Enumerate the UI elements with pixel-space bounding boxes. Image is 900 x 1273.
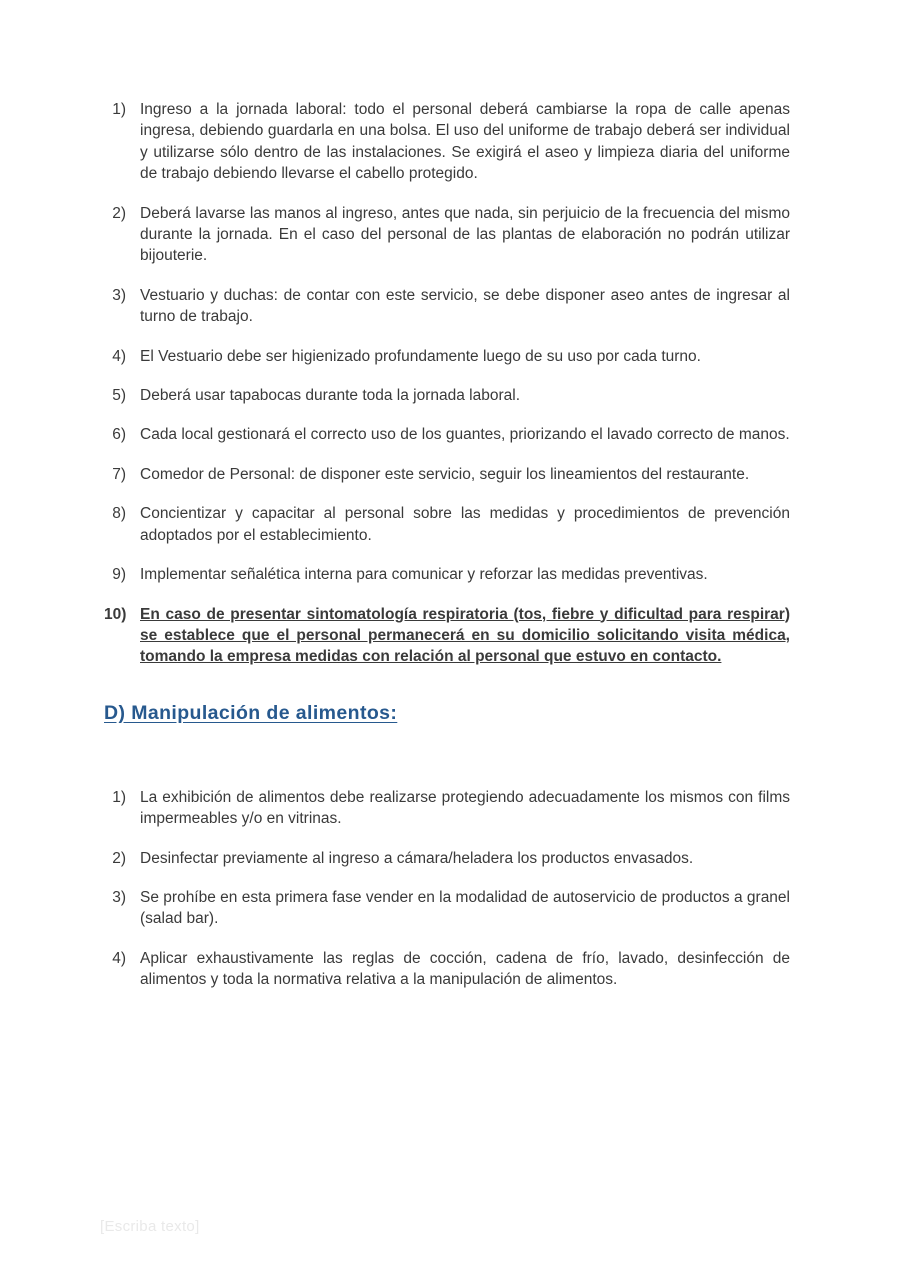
list-item [104,887,790,930]
list-item-number: 4) [112,949,126,967]
list-item-number: 1) [112,101,126,118]
list-item [104,203,790,267]
list-item-number: 5) [112,387,126,405]
list-item-respiratory-symptoms [104,604,790,668]
list-item-text: Cada local gestionará el correcto uso de los guantes, priorizando el lavado correcto de manos. [140,426,790,444]
list-item-number: 10) [104,605,127,623]
list-item-number: 6) [112,426,126,444]
list-item-text: Implementar señalética interna para comunicar y reforzar las medidas preventivas. [140,566,708,584]
list-item [104,564,790,585]
list-item-text: Aplicar exhaustivamente las reglas de cocción, cadena de frío, lavado, desinfección de alimentos y toda la normativa relativa a la manipulación de alimentos. [140,949,790,989]
list-item-text: Desinfectar previamente al ingreso a cámara/heladera los productos envasados. [140,849,694,867]
list-item-text: Ingreso a la jornada laboral: todo el personal deberá cambiarse la ropa de calle apenas ingresa, debiendo guardarla en una bolsa. El uso del uniforme de trabajo deberá ser individual y utilizarse sólo dentro de las instalaciones. Se exigirá el aseo y limpieza diaria del uniforme de trabajo debiendo llevarse el cabello protegido. [140,101,790,183]
list-item [104,346,790,367]
food-handling-numbered-list [104,787,790,991]
list-item [104,503,790,546]
list-item-number: 4) [112,347,126,365]
list-item-text: Deberá lavarse las manos al ingreso, antes que nada, sin perjuicio de la frecuencia del mismo durante la jornada. En el caso del personal de las plantas de elaboración no podrán utilizar bijouterie. [140,204,790,265]
list-item-text: El Vestuario debe ser higienizado profundamente luego de su uso por cada turno. [140,347,701,365]
list-item [104,787,790,830]
list-item [104,848,790,869]
list-item-number: 7) [112,465,126,483]
list-item-number: 1) [112,788,126,806]
list-item-number: 2) [112,204,126,222]
list-item [104,285,790,328]
list-item [104,424,790,445]
hygiene-numbered-list [104,99,790,668]
list-item-text: Deberá usar tapabocas durante toda la jornada laboral. [140,387,521,405]
list-item [104,385,790,406]
list-item-number: 3) [112,286,126,304]
list-item-text: La exhibición de alimentos debe realizarse protegiendo adecuadamente los mismos con films impermeables y/o en vitrinas. [140,788,790,828]
section-heading-manipulacion-alimentos: D) Manipulación de alimentos: [104,701,398,724]
list-item-text: Comedor de Personal: de disponer este servicio, seguir los lineamientos del restaurante. [140,465,750,483]
list-item-number: 3) [112,888,126,906]
list-item-text: Concientizar y capacitar al personal sobre las medidas y procedimientos de prevención adoptados por el establecimiento. [140,505,790,544]
footer-text-placeholder: [Escriba texto] [100,1218,200,1235]
list-item-number: 8) [112,505,126,523]
list-item-text: En caso de presentar sintomatología respiratoria (tos, fiebre y dificultad para respirar) se establece que el personal permanecerá en su domicilio solicitando visita médica, tomando la empresa medidas con relación al personal que estuvo en contacto. [140,605,790,666]
list-item [104,99,790,185]
list-item [104,948,790,991]
list-item-number: 2) [112,849,126,867]
list-item [104,464,790,485]
list-item-number: 9) [112,566,126,584]
list-item-text: Se prohíbe en esta primera fase vender en la modalidad de autoservicio de productos a granel (salad bar). [140,888,790,928]
list-item-text: Vestuario y duchas: de contar con este servicio, se debe disponer aseo antes de ingresar al turno de trabajo. [140,286,790,326]
